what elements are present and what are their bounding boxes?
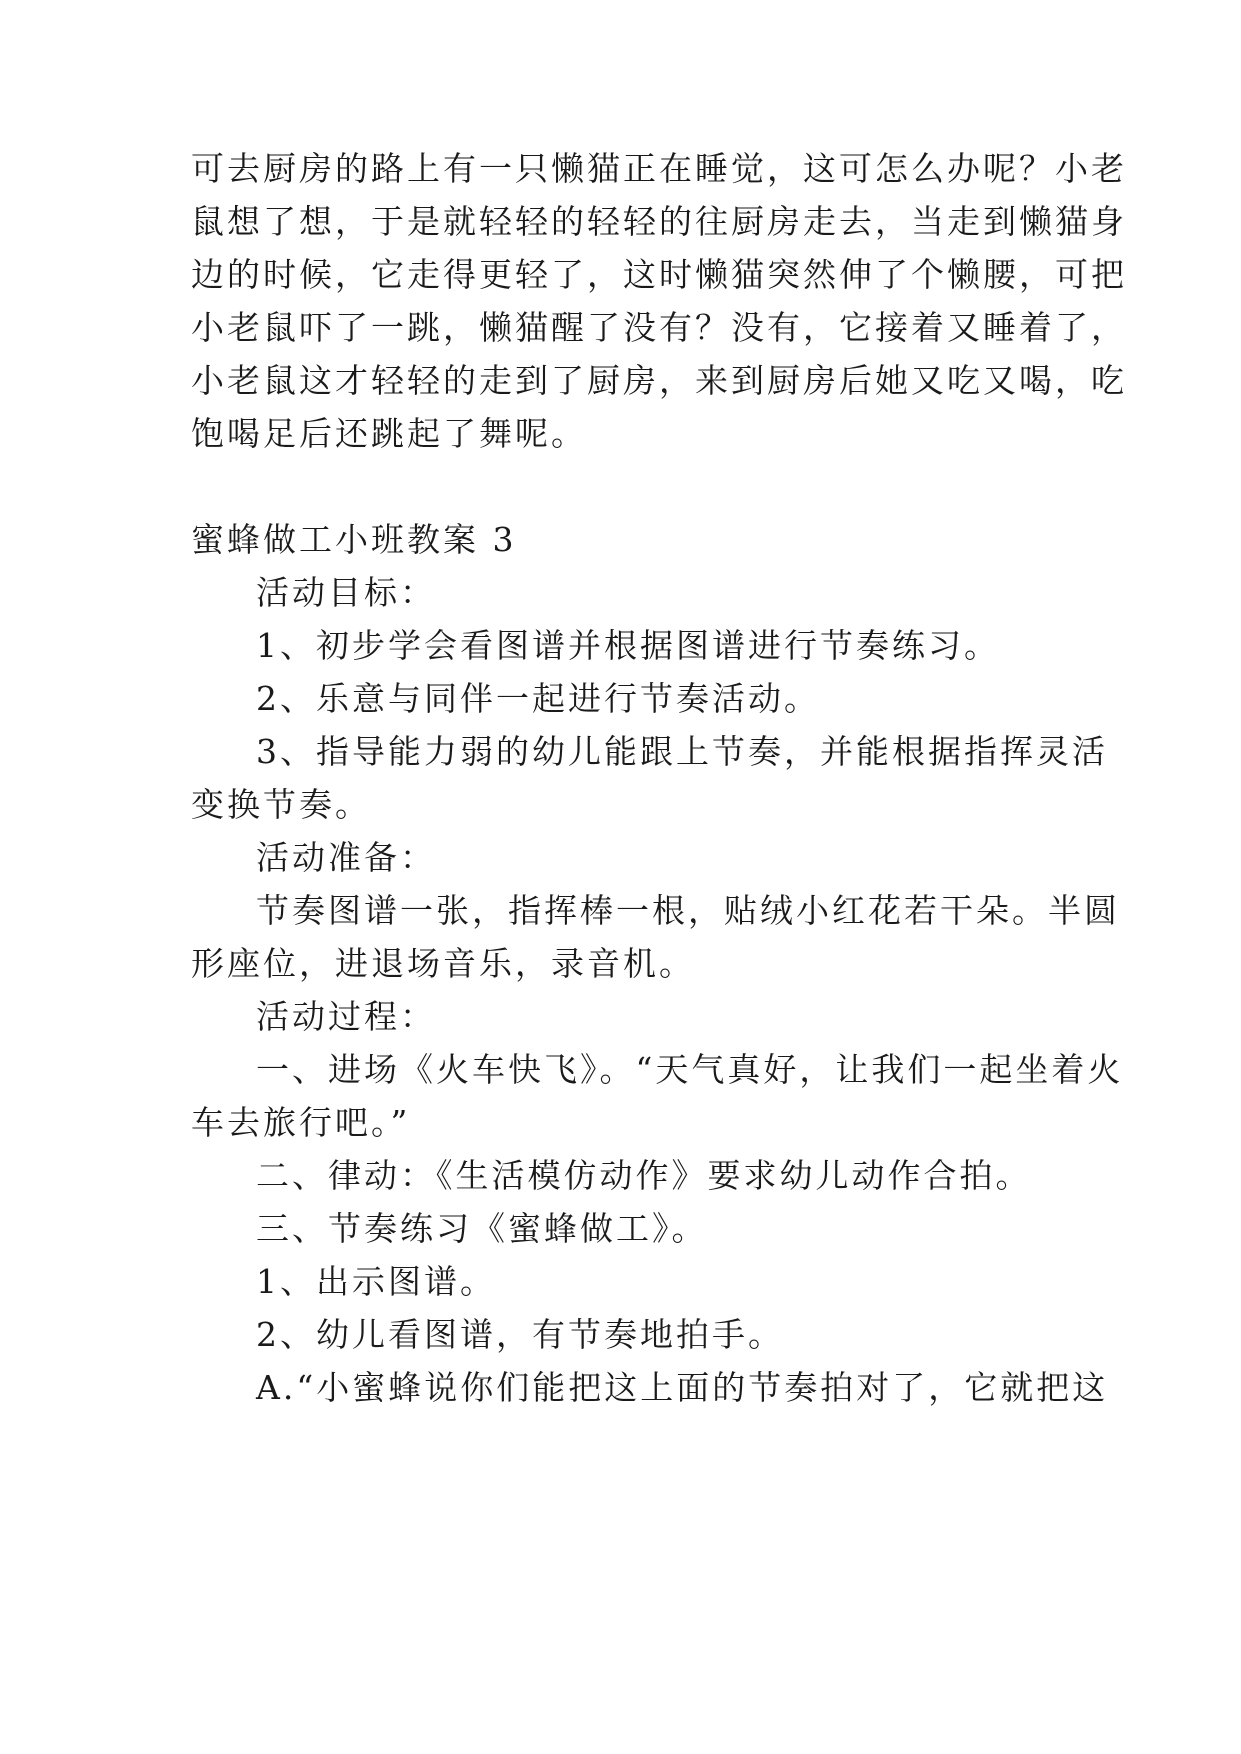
story-line-4: 小老鼠吓了一跳，懒猫醒了没有？没有，它接着又睡着了，: [191, 308, 1127, 347]
goal-heading: 活动目标：: [256, 573, 436, 612]
story-line-6: 饱喝足后还跳起了舞呢。: [191, 414, 587, 453]
prep-text-continued: 形座位，进退场音乐，录音机。: [191, 944, 695, 983]
process-step-1: 一、进场《火车快飞》。“天气真好，让我们一起坐着火: [256, 1050, 1124, 1089]
goal-item-3-continued: 变换节奏。: [191, 785, 371, 824]
process-step-3-item-1: 1、出示图谱。: [256, 1262, 496, 1301]
process-heading: 活动过程：: [256, 997, 436, 1036]
story-line-5: 小老鼠这才轻轻的走到了厨房，来到厨房后她又吃又喝，吃: [191, 361, 1127, 400]
process-step-3-item-a: A.“小蜜蜂说你们能把这上面的节奏拍对了，它就把这: [256, 1368, 1109, 1407]
process-step-3: 三、节奏练习《蜜蜂做工》。: [256, 1209, 708, 1248]
section-title: 蜜蜂做工小班教案 3: [191, 520, 517, 559]
prep-heading: 活动准备：: [256, 838, 436, 877]
process-step-1-continued: 车去旅行吧。”: [191, 1103, 411, 1142]
goal-item-3: 3、指导能力弱的幼儿能跟上节奏，并能根据指挥灵活: [256, 732, 1108, 771]
process-step-2: 二、律动：《生活模仿动作》要求幼儿动作合拍。: [256, 1156, 1032, 1195]
process-step-3-item-2: 2、幼儿看图谱，有节奏地拍手。: [256, 1315, 784, 1354]
story-line-3: 边的时候，它走得更轻了，这时懒猫突然伸了个懒腰，可把: [191, 255, 1127, 294]
prep-text: 节奏图谱一张，指挥棒一根，贴绒小红花若干朵。半圆: [256, 891, 1120, 930]
story-line-1: 可去厨房的路上有一只懒猫正在睡觉，这可怎么办呢？小老: [191, 149, 1127, 188]
goal-item-1: 1、初步学会看图谱并根据图谱进行节奏练习。: [256, 626, 1000, 665]
story-line-2: 鼠想了想，于是就轻轻的轻轻的往厨房走去，当走到懒猫身: [191, 202, 1127, 241]
goal-item-2: 2、乐意与同伴一起进行节奏活动。: [256, 679, 820, 718]
